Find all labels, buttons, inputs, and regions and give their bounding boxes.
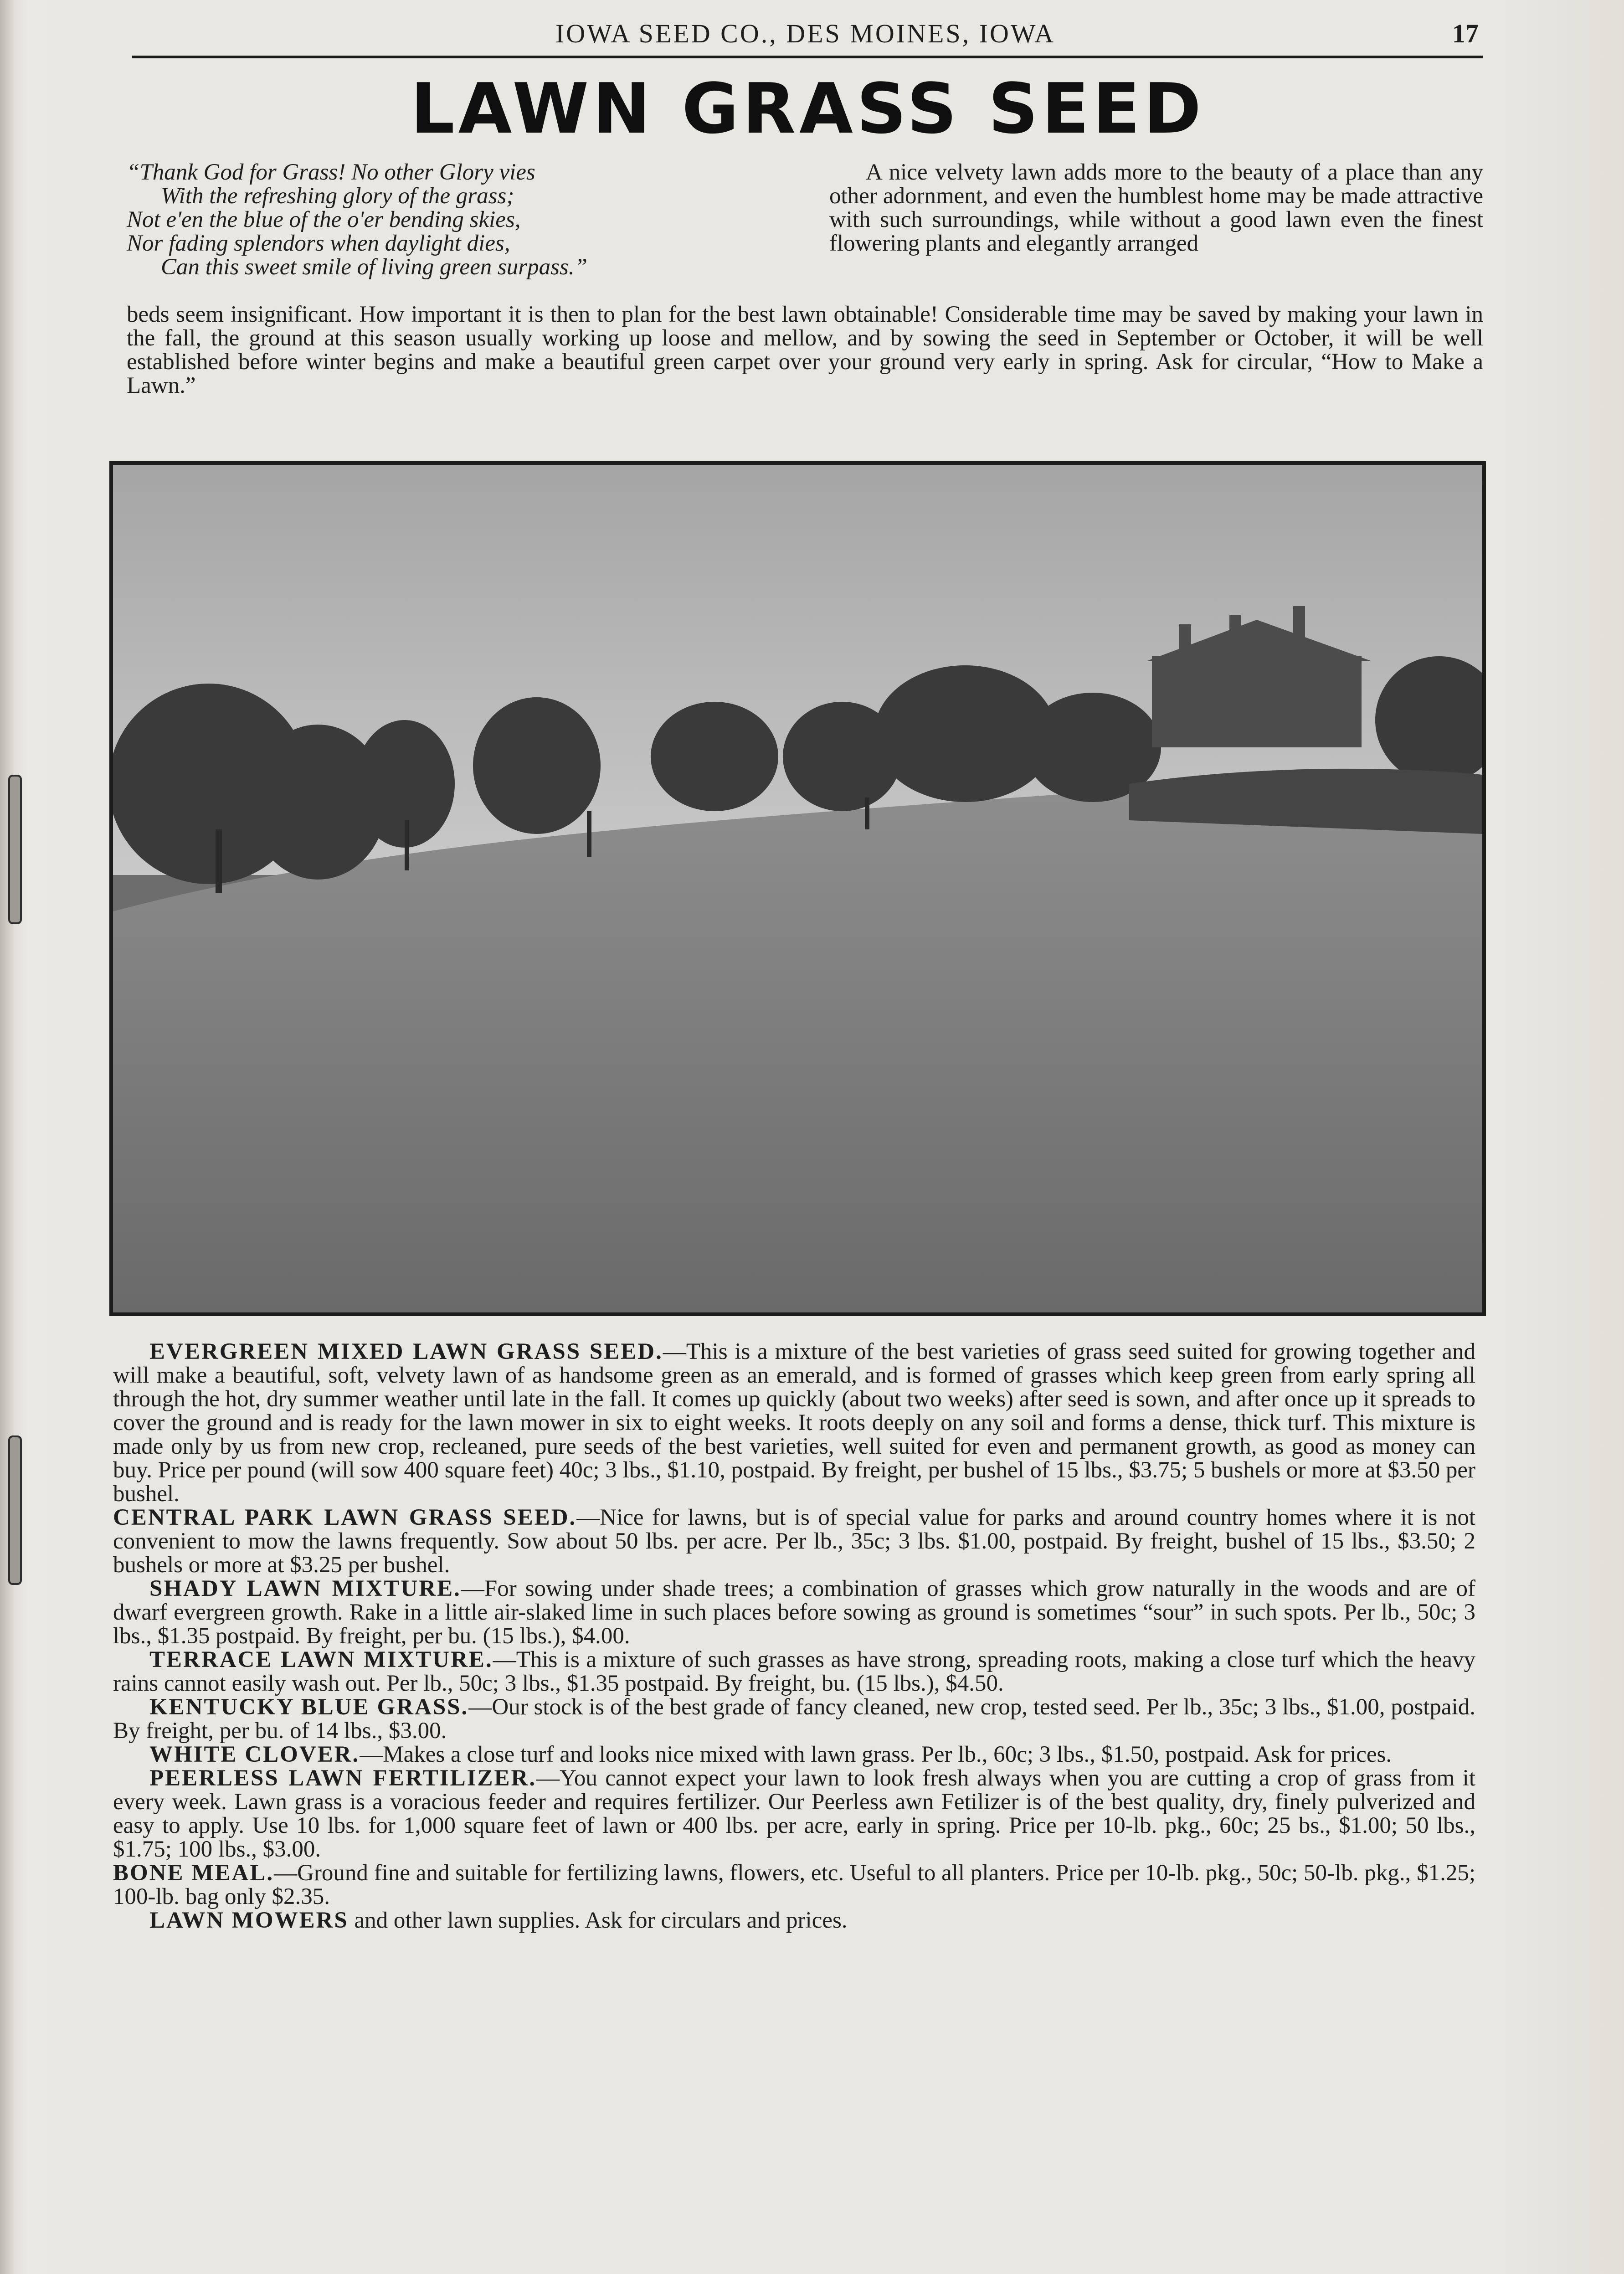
product-entry xyxy=(113,1340,1475,1506)
product-name: EVERGREEN MIXED LAWN GRASS SEED. xyxy=(149,1339,663,1364)
product-entry xyxy=(113,1766,1475,1861)
product-entry xyxy=(113,1506,1475,1577)
product-text: —Our stock is of the best grade of fancy cleaned, new crop, tested seed. Per lb., 35c; 3 lbs., $1.00, postpaid. By freight, per bu. of 14 lbs., $3.00. xyxy=(113,1694,1475,1744)
product-entry xyxy=(113,1577,1475,1648)
poem-line: Nor fading splendors when daylight dies, xyxy=(127,231,510,256)
product-entry xyxy=(113,1695,1475,1743)
lawn-photograph xyxy=(109,461,1486,1316)
product-name: LAWN MOWERS xyxy=(149,1908,349,1933)
page-number: 17 xyxy=(1452,19,1479,48)
staple-bottom xyxy=(8,1435,22,1585)
product-text: —Ground fine and suitable for fertilizing lawns, flowers, etc. Useful to all planters. Price per 10-lb. pkg., 50c; 50-lb. pkg., $1.25; 100-lb. bag only $2.35. xyxy=(113,1860,1475,1909)
binding-edge xyxy=(0,0,14,2274)
poem-line: With the refreshing glory of the grass; xyxy=(161,183,514,209)
page-title: LAWN GRASS SEED xyxy=(410,68,1205,149)
poem-line: “Thank God for Grass! No other Glory vies xyxy=(127,159,535,185)
product-text: —You cannot expect your lawn to look fresh always when you are cutting a crop of grass from it every week. Lawn grass is a voracious feeder and requires fertilizer. Our Peerless awn Fetilizer is of the best quality, dry, finely pulverized and easy to apply. Use 10 lbs. for 1,000 square feet of lawn or 400 lbs. per acre, early in spring. Price per 10-lb. pkg., 60c; 25 bs., $1.00; 50 lbs., $1.75; 100 lbs., $3.00. xyxy=(113,1765,1476,1862)
poem xyxy=(127,160,801,279)
poem-line: Can this sweet smile of living green surpass.” xyxy=(161,254,587,280)
product-name: TERRACE LAWN MIXTURE. xyxy=(149,1647,493,1672)
product-text: —Nice for lawns, but is of special value for parks and around country homes where it is not convenient to mow the lawns frequently. Sow about 50 lbs. per acre. Per lb., 35c; 3 lbs. $1.00, postpaid. By freight, bushel of 15 lbs., $3.50; 2 bushels or more at $3.25 per bushel. xyxy=(113,1505,1476,1578)
product-name: BONE MEAL. xyxy=(113,1860,274,1886)
product-text: —For sowing under shade trees; a combination of grasses which grow naturally in the woods and are of dwarf evergreen growth. Rake in a little air-slaked lime in such places before sowing as ground is sometimes “sour” in such spots. Per lb., 50c; 3 lbs., $1.35 postpaid. By freight, per bu. (15 lbs.), $4.00. xyxy=(113,1576,1475,1649)
product-name: CENTRAL PARK LAWN GRASS SEED. xyxy=(113,1505,577,1530)
product-descriptions xyxy=(113,1340,1475,1932)
product-name: PEERLESS LAWN FERTILIZER. xyxy=(149,1765,537,1791)
product-entry xyxy=(113,1648,1475,1695)
product-text: —Makes a close turf and looks nice mixed with lawn grass. Per lb., 60c; 3 lbs., $1.50, postpaid. Ask for prices. xyxy=(360,1742,1392,1767)
product-text: —This is a mixture of the best varieties of grass seed suited for growing together and will make a beautiful, soft, velvety lawn of as handsome green as an emerald, and is formed of grasses which keep green from early spring all through the hot, dry summer weather until late in the fall. It comes up quickly (about two weeks) after seed is sown, and after once up it spreads to cover the ground and is ready for the lawn mower in six to eight weeks. It roots deeply on any soil and forms a dense, thick turf. This mixture is made only by us from new crop, recleaned, pure seeds of the best varieties, well suited for even and permanent growth, as good as money can buy. Price per pound (will sow 400 square feet) 40c; 3 lbs., $1.10, postpaid. By freight, per bushel of 15 lbs., $3.75; 5 bushels or more at $3.50 per bushel. xyxy=(113,1339,1476,1507)
intro-paragraph-continued: beds seem insignificant. How important it is then to plan for the best lawn obtainable! Considerable time may be saved by making your lawn in the fall, the ground at this season usually working up loose and mellow, and by sowing the seed in September or October, it will be well established before winter begins and make a beautiful green carpet over your ground very early in spring. Ask for circular, “How to Make a Lawn.” xyxy=(127,302,1483,398)
poem-line: Not e'en the blue of the o'er bending skies, xyxy=(127,207,521,232)
intro-paragraph-text: A nice velvety lawn adds more to the beauty of a place than any other adornment, and even the humblest home may be made attractive with such surroundings, while without a good lawn even the finest flowering plants and elegantly arranged xyxy=(829,159,1483,256)
intro-paragraph-start xyxy=(829,160,1483,255)
lawn-estate-image xyxy=(113,465,1482,1312)
product-text: —This is a mixture of such grasses as have strong, spreading roots, making a close turf which the heavy rains cannot easily wash out. Per lb., 50c; 3 lbs., $1.35 postpaid. By freight, bu. (15 lbs.), $4.50. xyxy=(113,1647,1476,1696)
header-rule xyxy=(132,56,1483,58)
product-text: and other lawn supplies. Ask for circulars and prices. xyxy=(348,1908,848,1933)
product-entry xyxy=(113,1743,1475,1766)
page-header xyxy=(132,18,1479,50)
running-head: IOWA SEED CO., DES MOINES, IOWA xyxy=(555,19,1056,48)
product-name: KENTUCKY BLUE GRASS. xyxy=(149,1694,469,1720)
product-name: SHADY LAWN MIXTURE. xyxy=(149,1576,461,1601)
product-entry xyxy=(113,1861,1475,1909)
product-entry xyxy=(113,1909,1475,1932)
product-name: WHITE CLOVER. xyxy=(149,1742,360,1767)
staple-top xyxy=(8,775,22,924)
